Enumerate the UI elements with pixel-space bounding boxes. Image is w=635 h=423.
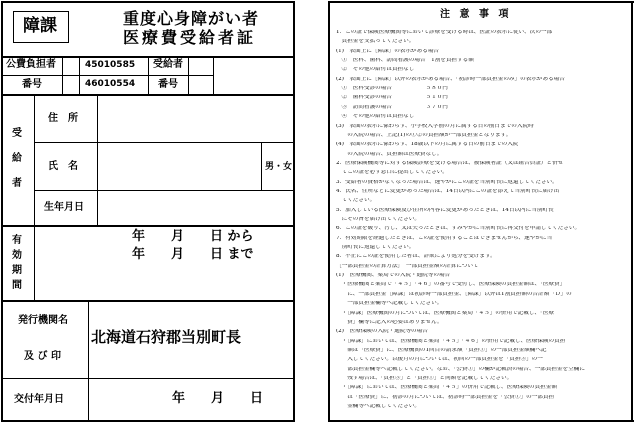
notes-line: 費」欄等に記入の必要はありません。 [336,319,443,325]
notes-line: (4) 表面の表示に係わらず、18歳以下の月に属する日の前日までの入院 [336,142,519,148]
payer-label: 公費負担者 [6,59,56,70]
period-char-3: 期 [12,265,22,276]
notes-line: ・［障課］医療機関の月については、医療機関と薬局「４５」の併用で記載し、「医療 [336,310,555,316]
notes-line: 6．この証を破り、汚し、又は失ったときは、すみやかに当別町長に再交付を申請してください。 [336,226,581,232]
issuer-name: 北海道石狩郡当別町長 [91,328,242,346]
notes-line: ② 歯科受診の場合 ５１０円 [336,95,448,101]
back-card [328,0,635,423]
issue-date-value: 年 月 日 [172,391,264,406]
notes-line: にその旨を届け出てください。 [336,217,420,222]
period-char-2: 効 [12,250,22,261]
notes-line: 一部負担金欄等へ記載してください。 [336,301,443,307]
notes-line: 5．加入している医療保険及び住所の内容に変更があったときは、14日以内に当別町長 [336,207,554,213]
notes-line: に、一部負担金［障課］は初診時一部負担金、［障課］以外は1割負担額の合計額「Ｄ」の [336,291,572,297]
notes-line: (2) 表面上に［障課］以外の表示がある場合、「初診時一部負担金のみ」の表示がある場合 [336,76,565,82]
notes-line: 別町長に返還してください。 [336,245,415,251]
name-label: 氏 名 [48,161,78,172]
notes-line: 部負担金欄等へ記載してください。なお、「公費①」の欄が記載済の場合、一部負担金を空欄に [336,366,585,372]
notes-line: 1．この証で保険医療機関等において診療を受ける時は、医証の表示に従い、次の一部 [336,30,553,35]
sex-label: 男・女 [265,162,293,172]
badge-label: 障課 [23,16,57,36]
notes-line: 2．医療保険機関等に対する保険診療を受ける場合は、被保険者証（又は組合員証）と併せ [336,160,564,166]
period-to: 年 月 日 まで [132,247,254,262]
period-from: 年 月 日 から [132,229,254,244]
notes-line: 入してください。以後月の月については、初回の一部負担金を「負担③」の一 [336,357,543,363]
payer-number: 45010585 [85,60,136,70]
notes-line: てこの証を必ず窓口に提出してください。 [336,170,448,176]
notes-line: ① 医科受診の場合 ５８０円 [336,86,448,92]
period-char-4: 間 [12,280,22,291]
recipient-code: 46010554 [85,79,136,89]
address-label: 住 所 [48,113,78,124]
notes-line: ・医療機関と薬局で「４５」「４６」の番号で受付し、医療保険の負担金額は、「医療費」 [336,282,566,288]
notes-line: 残す場合は、「負担③」と「負担①」と同額を記載してください。 [336,375,513,381]
notes-line: ③ 訪問看護の場合 ３７０円 [336,104,448,110]
recipient-side-char-2: 給 [12,153,22,164]
notes-line: ［一部負担金の計算方法］ 一部負担金額の計算について [336,263,479,269]
issuer-label: 発行機関名 [18,315,68,326]
issuer-seal-label: 及 び 印 [24,351,61,362]
notes-line: (3) 表面の表示に係わらず、小学校入学前の月に属する日の前日までの入院時 [336,123,534,129]
period-char-1: 有 [12,235,22,246]
recipient-number-label: 番号 [158,79,178,90]
recipient-label: 受給者 [153,59,183,70]
recipient-side-char-1: 受 [12,128,22,139]
card-title-line2: 医療費受給者証 [123,28,257,47]
notes-line: 8．不正にこの証を使用した者は、詐欺により処分を受けます。 [336,254,496,260]
notes-line: てください。 [336,198,376,204]
card-title-line1: 重度心身障がい者 [123,9,260,28]
notes-line: 額は「医療費」に、医療機関の1回目の請求額「負担①」の一部負担金額欄へ記 [336,347,547,353]
notes-line: 4．氏名、住所などに変更があった場合は、14日以内にこの証を添えて当別町長に届け出 [336,188,560,194]
notes-line: は「医療費」に、初診の月については、初診時一部負担金を「公費①」の一部負担 [336,394,555,400]
issue-date-label: 交付年月日 [14,394,64,405]
notes-line: 7．有効期限を経過したときは、この証を使用することはできませんから、速やかに当 [336,235,553,241]
front-card [0,0,296,423]
notes-title: 注 意 事 項 [440,9,512,20]
notes-line: の入院の場合、負担額は医療費なし。 [336,151,443,157]
notes-line: ① 医科、歯科、訪問看護の場合 1割を負担する額 [336,58,474,64]
recipient-side-char-3: 者 [12,178,22,189]
notes-line: 3．受給者の資格がなくなった場合は、速やかにこの証を当別町長に返還してください。 [336,179,558,185]
notes-line: の入院の場合、上記(1)の①②の負担額が一部負担金となります。 [336,132,512,138]
notes-line: 負担金を支払ってください。 [336,39,415,45]
payer-number-label: 番号 [22,79,42,90]
notes-line: (1) 医療機関、薬局での入院・通院等の場合 [336,273,451,279]
notes-line: ② その他の給付は負担なし [336,67,415,73]
notes-line: (1) 表面上に［障課］の表示がある場合 [336,48,440,54]
notes-line: ・［障課］においては、医療機関と薬局「４５」の併用で記載し、医療保険の負担金額 [336,385,557,391]
notes-line: ④ その他の給付は負担なし [336,114,415,120]
notes-line: ・［障課］においては、医療機関と薬局「４５」「４６」の併用で記載し、医療保険の負担 [336,338,566,344]
dob-label: 生年月日 [44,202,84,213]
notes-line: (2) 医療保険の入院・通院等の場合 [336,329,428,335]
notes-line: 金欄等へ記載してください。 [336,404,420,409]
